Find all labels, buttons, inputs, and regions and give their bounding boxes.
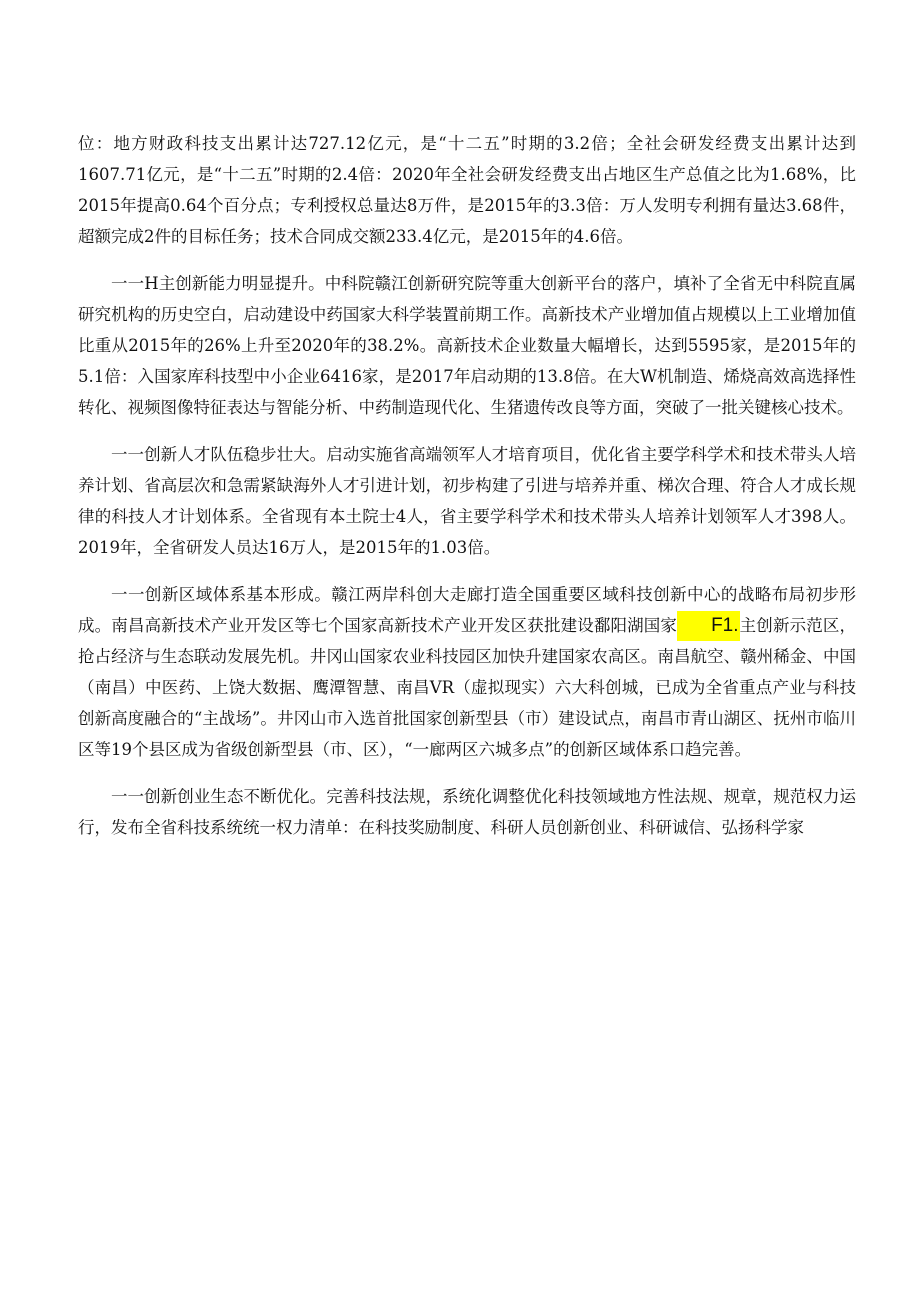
paragraph-text-before-highlight: 一一创新区域体系基本形成。赣江两岸科创大走廊打造全国重要区域科技创新中心的战略布局初步形成。南昌高新技术产业开发区等七个国家高新技术产业开发区获批建设鄱阳湖国家: [78, 585, 856, 635]
paragraph-talent-team: 一一创新人才队伍稳步壮大。启动实施省高端领军人才培育项目，优化省主要学科学术和技术带头人培养计划、省高层次和急需紧缺海外人才引进计划，初步构建了引进与培养并重、梯次合理、符合人才成长规律的科技人才计划体系。全省现有本土院士4人，省主要学科学术和技术带头人培养计划领军人才398人。2019年，全省研发人员达16万人，是2015年的1.03倍。: [78, 445, 856, 557]
paragraph-text-after-highlight: 主创新示范区，抢占经济与生态联动发展先机。井冈山国家农业科技园区加快升建国家农高区。南昌航空、赣州稀金、中国（南昌）中医药、上饶大数据、鹰潭智慧、南昌VR（虚拟现实）六大科创城，已成为全省重点产业与科技创新高度融合的“主战场”。井冈山市入选首批国家创新型县（市）建设试点，南昌市青山湖区、抚州市临川区等19个县区成为省级创新型县（市、区），“一廊两区六城多点”的创新区域体系口趋完善。: [78, 616, 856, 759]
paragraph-regional-system: [78, 579, 856, 765]
paragraph-ecosystem: 一一创新创业生态不断优化。完善科技法规，系统化调整优化科技领域地方性法规、规章，规范权力运行，发布全省科技系统统一权力清单：在科技奖励制度、科研人员创新创业、科研诚信、弘扬科学家: [78, 787, 856, 837]
paragraph-innovation-capability: 一一H主创新能力明显提升。中科院赣江创新研究院等重大创新平台的落户，填补了全省无中科院直属研究机构的历史空白，启动建设中药国家大科学装置前期工作。高新技术产业增加值占规模以上工业增加值比重从2015年的26%上升至2020年的38.2%。高新技术企业数量大幅增长，达到5595家，是2015年的5.1倍：入国家库科技型中小企业6416家，是2017年启动期的13.8倍。在大W机制造、烯烧高效高选择性转化、视频图像特征表达与智能分析、中药制造现代化、生猪遗传改良等方面，突破了一批关键核心技术。: [78, 274, 856, 417]
document-body: [78, 128, 856, 859]
highlighted-text: F1.: [677, 611, 739, 641]
paragraph-research-funding: 位：地方财政科技支出累计达727.12亿元，是“十二五”时期的3.2倍；全社会研发经费支出累计达到1607.71亿元，是“十二五”时期的2.4倍：2020年全社会研发经费支出占地区生产总值之比为1.68%，比2015年提高0.64个百分点；专利授权总量达8万件，是2015年的3.3倍：万人发明专利拥有量达3.68件，超额完成2件的目标任务；技术合同成交额233.4亿元，是2015年的4.6倍。: [78, 134, 856, 246]
